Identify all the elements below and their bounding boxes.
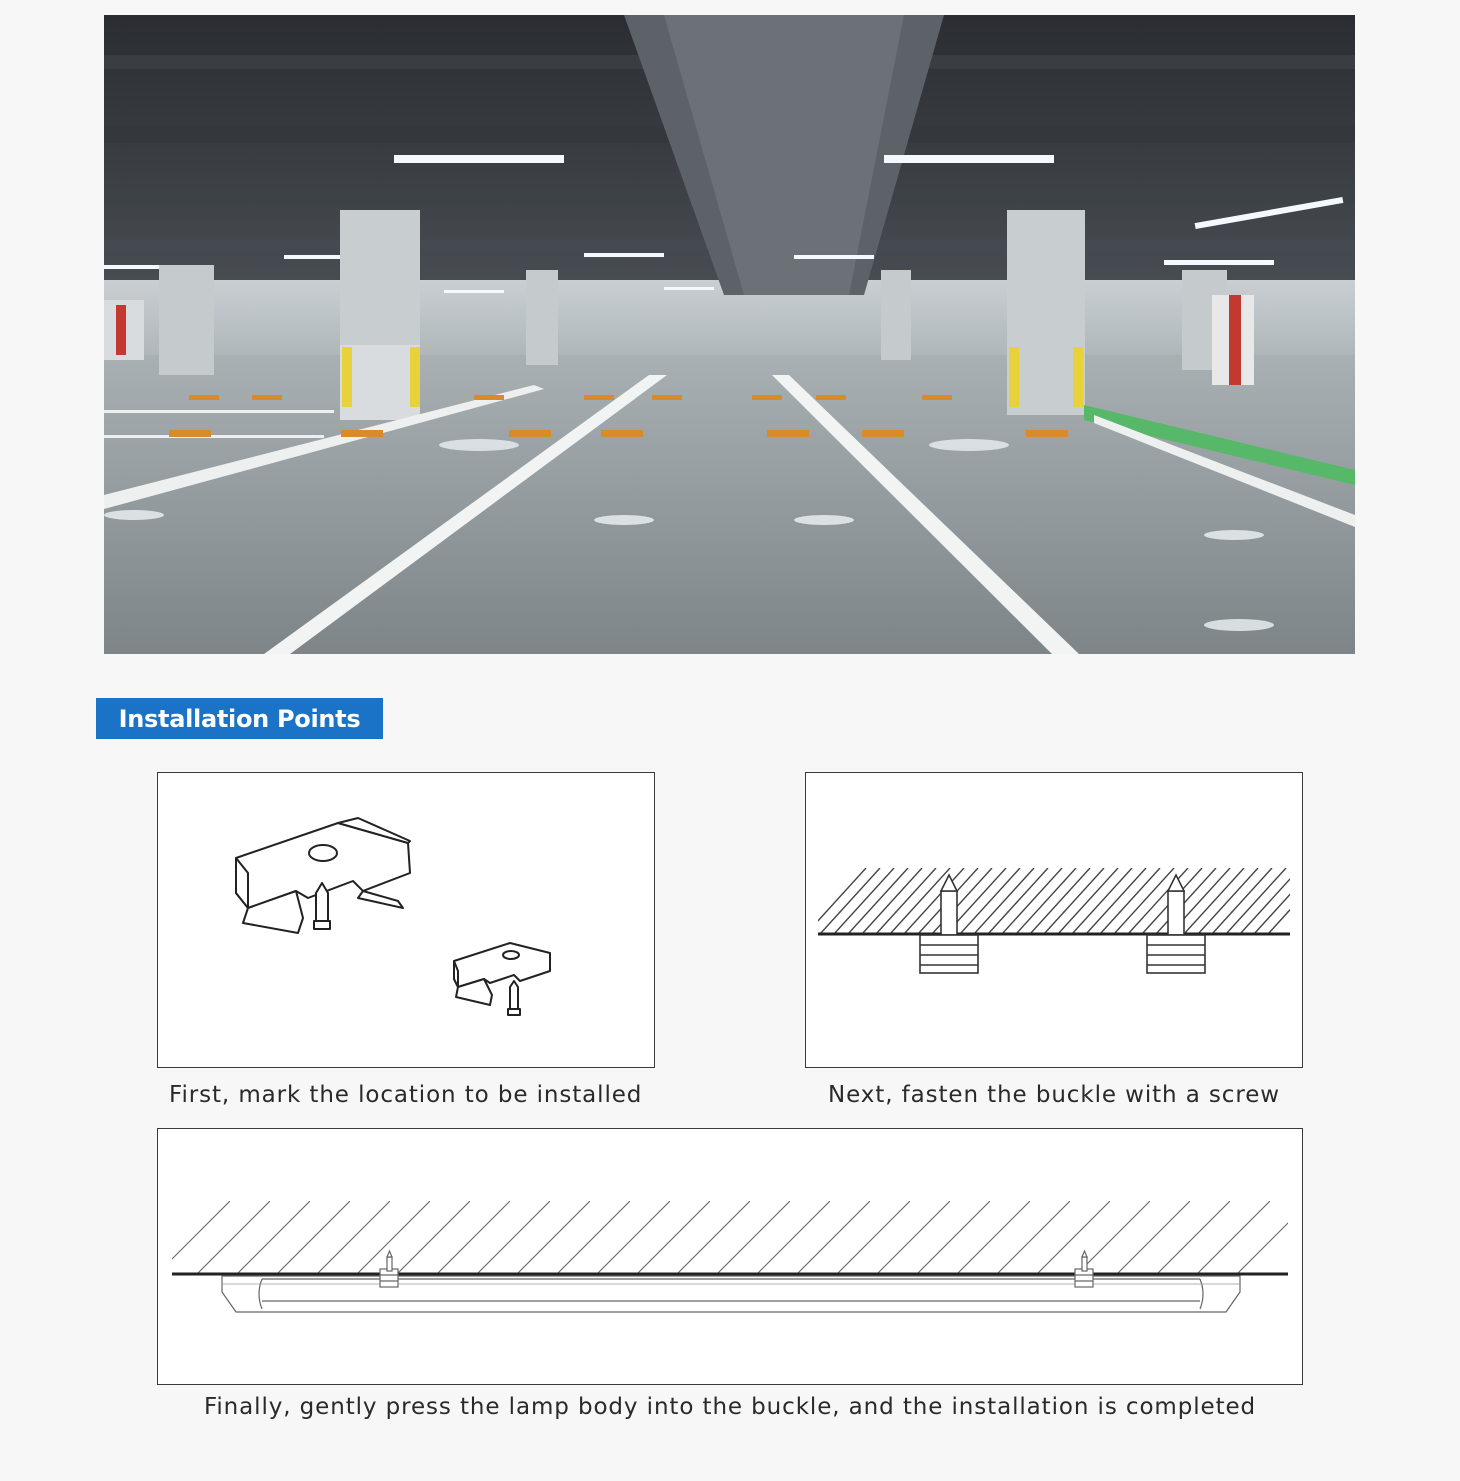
step-2-caption: Next, fasten the buckle with a screw: [828, 1082, 1280, 1108]
step-1-panel: [157, 772, 655, 1068]
ceiling-buckle-screw-icon: [806, 773, 1301, 1066]
step-3-panel: [157, 1128, 1303, 1385]
buckle-and-screw-icon: [158, 773, 653, 1066]
section-title: Installation Points: [96, 698, 383, 739]
step-1-caption: First, mark the location to be installed: [169, 1082, 643, 1108]
lamp-mounted-icon: [158, 1129, 1301, 1383]
step-3-caption: Finally, gently press the lamp body into the buckle, and the installation is completed: [203, 1394, 1257, 1420]
step-2-panel: [805, 772, 1303, 1068]
parking-garage-photo: [104, 15, 1355, 654]
